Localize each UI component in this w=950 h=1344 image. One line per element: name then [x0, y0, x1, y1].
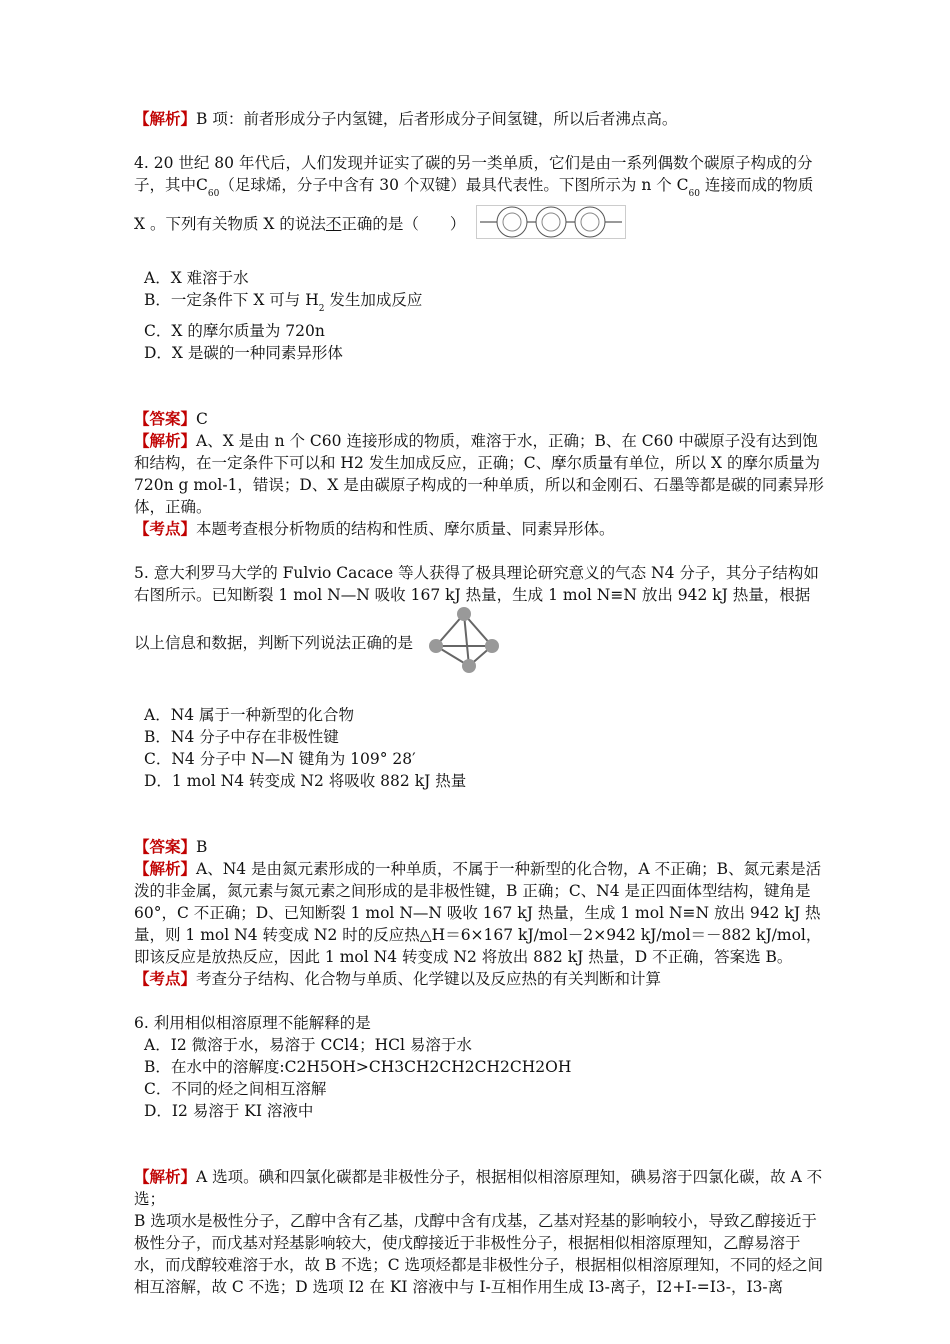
analysis-tag: 【解析】 — [134, 431, 197, 450]
q6-option-b: B．在水中的溶解度:C2H5OH>CH3CH2CH2CH2CH2OH — [144, 1058, 572, 1076]
q6-option-d: D．I2 易溶于 KI 溶液中 — [144, 1102, 314, 1120]
q5-option-d: D．1 mol N4 转变成 N2 将吸收 882 kJ 热量 — [144, 772, 467, 790]
q3-analysis — [134, 108, 824, 130]
point-text: 本题考查根分析物质的结构和性质、摩尔质量、同素异形体。 — [196, 520, 615, 538]
c60-chain-figure — [476, 205, 626, 245]
analysis-text: A 选项。碘和四氯化碳都是非极性分子，根据相似相溶原理知，碘易溶于四氯化碳，故 A 不选； — [134, 1168, 823, 1208]
point-tag: 【考点】 — [134, 969, 197, 988]
answer-tag: 【答案】 — [134, 837, 197, 856]
q4-option-c: C．X 的摩尔质量为 720n — [144, 322, 325, 340]
q4-stem-part: （足球烯，分子中含有 30 个双键）最具代表性。下图所示为 n 个 C — [219, 176, 689, 194]
q4-stem-part: 4. 20 世纪 80 年代后，人们发现并证实了碳的另一类单质，它们是由一系列偶数个碳原子构成的分子，其中C — [134, 154, 813, 194]
answer-value: C — [196, 410, 208, 428]
answer-value: B — [196, 838, 208, 856]
analysis-text: A、X 是由 n 个 C60 连接形成的物质，难溶于水，正确；B、在 C60 中碳原子没有达到饱和结构，在一定条件下可以和 H2 发生加成反应，正确；C、摩尔质量有单位，所以 X 的摩尔质量为 720n g mol-1，错误；D、X 是由碳原子构成的一种单质，所以和金刚石、石墨等都是碳的同素异形体，正确。 — [134, 432, 824, 516]
q6-option-a: A．I2 微溶于水，易溶于 CCl4；HCl 易溶于水 — [144, 1036, 472, 1054]
q6-stem: 6. 利用相似相溶原理不能解释的是 — [134, 1014, 371, 1032]
q6-analysis-1 — [134, 1166, 824, 1210]
q4-analysis — [134, 430, 824, 518]
subscript: 60 — [688, 189, 700, 199]
q6-analysis-2: B 选项水是极性分子，乙醇中含有乙基，戊醇中含有戊基，乙基对羟基的影响较小，导致乙醇接近于极性分子，而戊基对羟基影响较大，使戊醇接近于非极性分子，根据相似相溶原理知，乙醇易溶于水，而戊醇较难溶于水，故 B 不选；C 选项烃都是非极性分子，根据相似相溶原理知，不同的烃之间相互溶解，故 C 不选；D 选项 I2 在 KI 溶液中与 I-互相作用生成 I3-离子，I2+I-=I3-，I3-离 — [134, 1212, 824, 1296]
n4-tetrahedron-figure — [424, 606, 504, 682]
analysis-tag: 【解析】 — [134, 859, 197, 878]
q4-option-d: D．X 是碳的一种同素异形体 — [144, 344, 343, 362]
q4-answer — [134, 408, 824, 430]
q4-option-a: A．X 难溶于水 — [144, 269, 249, 287]
analysis-tag: 【解析】 — [134, 109, 197, 128]
answer-tag: 【答案】 — [134, 409, 197, 428]
q4-stem-part: 正确的是（ ） — [341, 215, 466, 233]
q5-stem — [134, 562, 824, 682]
q5-point — [134, 968, 824, 990]
analysis-tag: 【解析】 — [134, 1167, 197, 1186]
q6-option-c: C．不同的烃之间相互溶解 — [144, 1080, 327, 1098]
q5-option-c: C．N4 分子中 N—N 键角为 109° 28′ — [144, 750, 416, 768]
document-page — [134, 108, 824, 1298]
q4-option-b: B．一定条件下 X 可与 $H_2$ 发生加成反应 — [144, 291, 423, 314]
q5-analysis — [134, 858, 824, 968]
q4-stem — [134, 152, 824, 245]
analysis-text: A、N4 是由氮元素形成的一种单质，不属于一种新型的化合物，A 不正确；B、氮元素是活泼的非金属，氮元素与氮元素之间形成的是非极性键，B 正确；C、N4 是正四面体型结构，键角是 60°，C 不正确；D、已知断裂 1 mol N—N 吸收 167 kJ 热量，生成 1 mol N≡N 放出 942 kJ 热量，则 1 mol N4 转变成 N2 时的反应热△H＝6×167 kJ/mol－2×942 kJ/mol＝－882 kJ/mol，即该反应是放热反应，因此 1 mol N4 转变成 N2 将放出 882 kJ 热量，D 不正确，答案选 B。 — [134, 860, 822, 966]
q5-option-a: A．N4 属于一种新型的化合物 — [144, 706, 355, 724]
q5-stem-text: 5. 意大利罗马大学的 Fulvio Cacace 等人获得了极具理论研究意义的气态 N4 分子，其分子结构如右图所示。已知断裂 1 mol N—N 吸收 167 kJ 热量，生成 1 mol N≡N 放出 942 kJ 热量，根据以上信息和数据，判断下列说法正确的是 — [134, 564, 819, 652]
analysis-text: B 项：前者形成分子内氢键，后者形成分子间氢键，所以后者沸点高。 — [196, 110, 678, 128]
q4-stem-part: 连接而成的物质 X 。下列有关物质 X 的说法 — [134, 176, 814, 233]
q5-answer — [134, 836, 824, 858]
q5-option-b: B．N4 分子中存在非极性键 — [144, 728, 339, 746]
point-tag: 【考点】 — [134, 519, 197, 538]
point-text: 考查分子结构、化合物与单质、化学键以及反应热的有关判断和计算 — [196, 970, 662, 988]
subscript: 60 — [207, 189, 220, 199]
underlined-not: 不 — [325, 215, 342, 233]
q4-point — [134, 518, 824, 540]
